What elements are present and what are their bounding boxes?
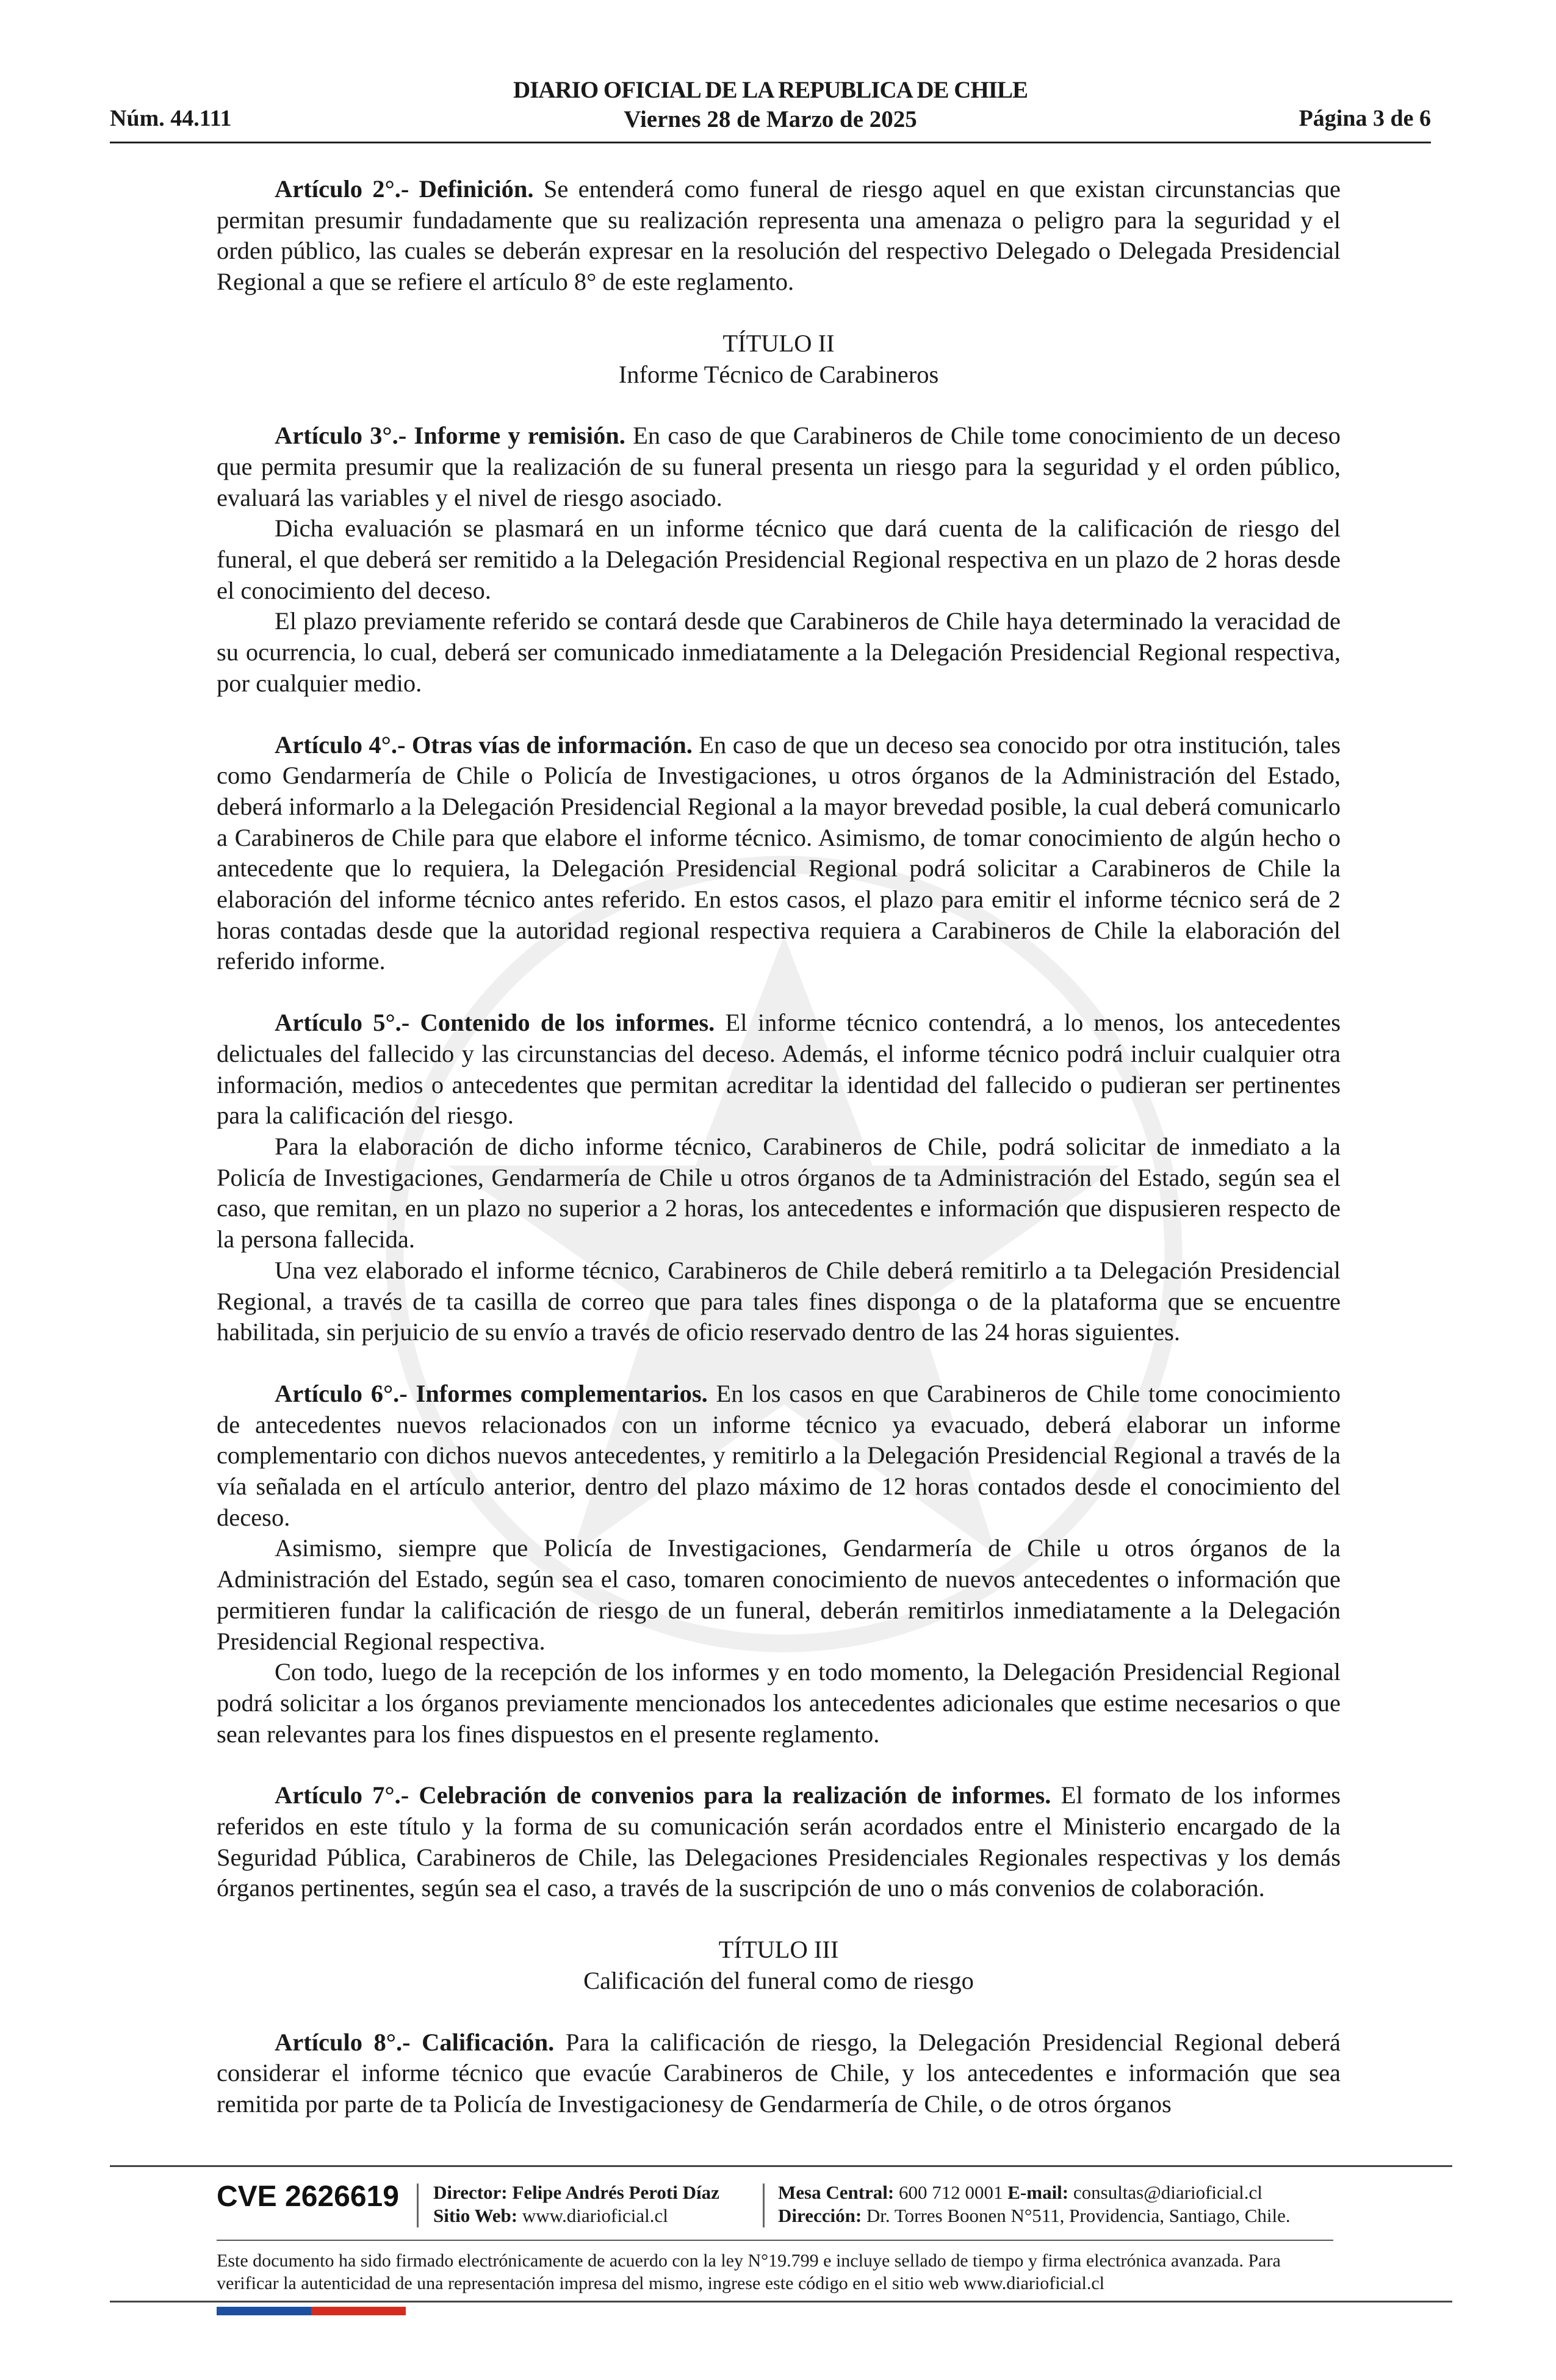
phone-value: 600 712 0001 — [894, 2182, 1008, 2203]
article-heading: Artículo 4°.- Otras vías de información. — [275, 730, 693, 759]
publication-name: DIARIO OFICIAL DE LA REPUBLICA DE CHILE — [513, 77, 1028, 103]
legal-notice: Este documento ha sido firmado electrónicamente de acuerdo con la ley N°19.799 e incluye sellado de tiempo y firma electrónica avanzada. Para verificar la autenticidad de una representación impresa del mismo, ingrese este código en el sitio web www.diarioficial.cl — [217, 2251, 1281, 2293]
footer-divider — [217, 2240, 1333, 2241]
article-text: En caso de que Carabineros de Chile tome conocimiento de un deceso que permita presumir que la realización de su funeral presenta un riesgo para la seguridad y el orden público, evaluará las variables y el nivel de riesgo asociado. — [217, 422, 1341, 511]
flag-red-segment — [311, 2307, 406, 2315]
article-paragraph: Asimismo, siempre que Policía de Investigaciones, Gendarmería de Chile u otros órganos de la Administración del Estado, según sea el caso, tomaren conocimiento de nuevos antecedentes o información que permitieren fundar la calificación de riesgo de un funeral, deberán remitirlos inmediatamente a la Delegación Presidencial Regional respectiva. — [217, 1534, 1341, 1655]
address-label: Dirección: — [778, 2205, 862, 2226]
article-6 — [217, 1379, 1341, 1534]
address-line — [778, 2204, 1291, 2227]
section-title: TÍTULO II — [722, 329, 835, 357]
footer-separator — [763, 2183, 765, 2227]
article-heading: Artículo 7°.- Celebración de convenios para la realización de informes. — [275, 1781, 1051, 1809]
footer-contact-block — [778, 2181, 1291, 2227]
page-number: Página 3 de 6 — [1298, 106, 1431, 131]
article-text: Se entenderá como funeral de riesgo aquel en que existan circunstancias que permitan presumir fundadamente que su realización representa una amenaza o peligro para la seguridad y el orden público, las cuales se deberán expresar en la resolución del respectivo Delegado o Delegada Presidencial Regional a que se refiere el artículo 8° de este reglamento. — [217, 175, 1341, 296]
footer-divider — [110, 2165, 1452, 2167]
article-heading: Artículo 3°.- Informe y remisión. — [275, 422, 625, 450]
section-title: TÍTULO III — [718, 1936, 839, 1964]
article-text: El formato de los informes referidos en este título y la forma de su comunicación serán acordados entre el Ministerio encargado de la Seguridad Pública, Carabineros de Chile, las Delegaciones Presidenciales Regionales respectivas y los demás órganos pertinentes, según sea el caso, a través de la suscripción de uno o más convenios de colaboración. — [217, 1781, 1341, 1902]
article-5 — [217, 1008, 1341, 1131]
article-heading: Artículo 5°.- Contenido de los informes. — [275, 1009, 715, 1037]
article-3 — [217, 420, 1341, 513]
article-paragraph: Para la elaboración de dicho informe técnico, Carabineros de Chile, podrá solicitar de inmediato a la Policía de Investigaciones, Gendarmería de Chile u otros órganos de ta Administración del Estado, según sea el caso, que remitan, en un plazo no superior a 2 horas, los antecedentes e información que dispusieren respecto de la persona fallecida. — [217, 1132, 1341, 1253]
article-text: En los casos en que Carabineros de Chile tome conocimiento de antecedentes nuevos relacionados con un informe técnico ya evacuado, deberá elaborar un informe complementario con dichos nuevos antecedentes, y remitirlo a la Delegación Presidencial Regional a través de la vía señalada en el artículo anterior, dentro del plazo máximo de 12 horas contados desde el conocimiento del deceso. — [217, 1379, 1341, 1531]
article-8 — [217, 2027, 1341, 2120]
director-line — [433, 2181, 719, 2204]
footer-divider — [110, 2301, 1452, 2302]
article-heading: Artículo 8°.- Calificación. — [275, 2028, 555, 2056]
article-text: El informe técnico contendrá, a lo menos, los antecedentes delictuales del fallecido y las circunstancias del deceso. Además, el informe técnico podrá incluir cualquier otra información, medios o antecedentes que permitan acreditar la identidad del fallecido o pudieran ser pertinentes para la calificación del riesgo. — [217, 1009, 1341, 1130]
flag-blue-segment — [217, 2307, 311, 2315]
contact-line — [778, 2181, 1291, 2204]
article-paragraph: El plazo previamente referido se contará desde que Carabineros de Chile haya determinado la veracidad de su ocurrencia, lo cual, deberá ser comunicado inmediatamente a la Delegación Presidencial Regional respectiva, por cualquier medio. — [217, 607, 1341, 697]
document-body — [217, 174, 1341, 2120]
publication-date: Viernes 28 de Marzo de 2025 — [624, 106, 917, 132]
page-header — [110, 76, 1431, 143]
website-label: Sitio Web: — [433, 2205, 518, 2226]
website-link[interactable]: www.diarioficial.cl — [517, 2205, 668, 2226]
email-link[interactable]: consultas@diarioficial.cl — [1068, 2182, 1262, 2203]
article-paragraph: Con todo, luego de la recepción de los informes y en todo momento, la Delegación Presidencial Regional podrá solicitar a los órganos previamente mencionados los antecedentes adicionales que estime necesarios o que sean relevantes para los fines dispuestos en el presente reglamento. — [217, 1658, 1341, 1748]
phone-label: Mesa Central: — [778, 2182, 895, 2203]
article-paragraph: Dicha evaluación se plasmará en un informe técnico que dará cuenta de la calificación de riesgo del funeral, el que deberá ser remitido a la Delegación Presidencial Regional respectiva en un plazo de 2 horas desde el conocimiento del deceso. — [217, 514, 1341, 604]
footer-separator — [417, 2183, 419, 2227]
email-label: E-mail: — [1007, 2182, 1069, 2203]
issue-number: Núm. 44.111 — [110, 106, 232, 131]
article-4 — [217, 730, 1341, 978]
director-label: Director: — [433, 2182, 508, 2203]
article-heading: Artículo 2°.- Definición. — [275, 175, 534, 203]
article-text: En caso de que un deceso sea conocido por otra institución, tales como Gendarmería de Chile o Policía de Investigaciones, u otros órganos de la Administración del Estado, deberá informarlo a la Delegación Presidencial Regional a la mayor brevedad posible, la cual deberá comunicarlo a Carabineros de Chile para que elabore el informe técnico. Asimismo, de tomar conocimiento de algún hecho o antecedente que lo requiera, la Delegación Presidencial Regional podrá solicitar a Carabineros de Chile la elaboración del informe técnico antes referido. En estos casos, el plazo para emitir el informe técnico será de 2 horas contadas desde que la autoridad regional respectiva requiera a Carabineros de Chile la elaboración del referido informe. — [217, 730, 1341, 975]
address-value: Dr. Torres Boonen N°511, Providencia, Santiago, Chile. — [862, 2205, 1291, 2226]
website-line — [433, 2204, 719, 2227]
cve-code: CVE 2626619 — [217, 2180, 399, 2213]
article-heading: Artículo 6°.- Informes complementarios. — [275, 1379, 708, 1407]
article-paragraph: Una vez elaborado el informe técnico, Carabineros de Chile deberá remitirlo a ta Delegación Presidencial Regional, a través de ta casilla de correo que para tales fines disponga o de la plataforma que se encuentre habilitada, sin perjuicio de su envío a través de oficio reservado dentro de las 24 horas siguientes. — [217, 1256, 1341, 1346]
flag-stripe — [217, 2307, 406, 2315]
publication-title — [110, 76, 1431, 134]
footer-director-block — [433, 2181, 719, 2227]
article-text: Para la calificación de riesgo, la Delegación Presidencial Regional deberá considerar el informe técnico que evacúe Carabineros de Chile, y los antecedentes e información que sea remitida por parte de ta Policía de Investigacionesy de Gendarmería de Chile, o de otros órganos — [217, 2028, 1341, 2118]
section-subtitle: Calificación del funeral como de riesgo — [583, 1966, 974, 1994]
director-name: Felipe Andrés Peroti Díaz — [507, 2182, 719, 2203]
section-subtitle: Informe Técnico de Carabineros — [618, 360, 939, 388]
article-2 — [217, 174, 1341, 298]
article-7 — [217, 1780, 1341, 1904]
